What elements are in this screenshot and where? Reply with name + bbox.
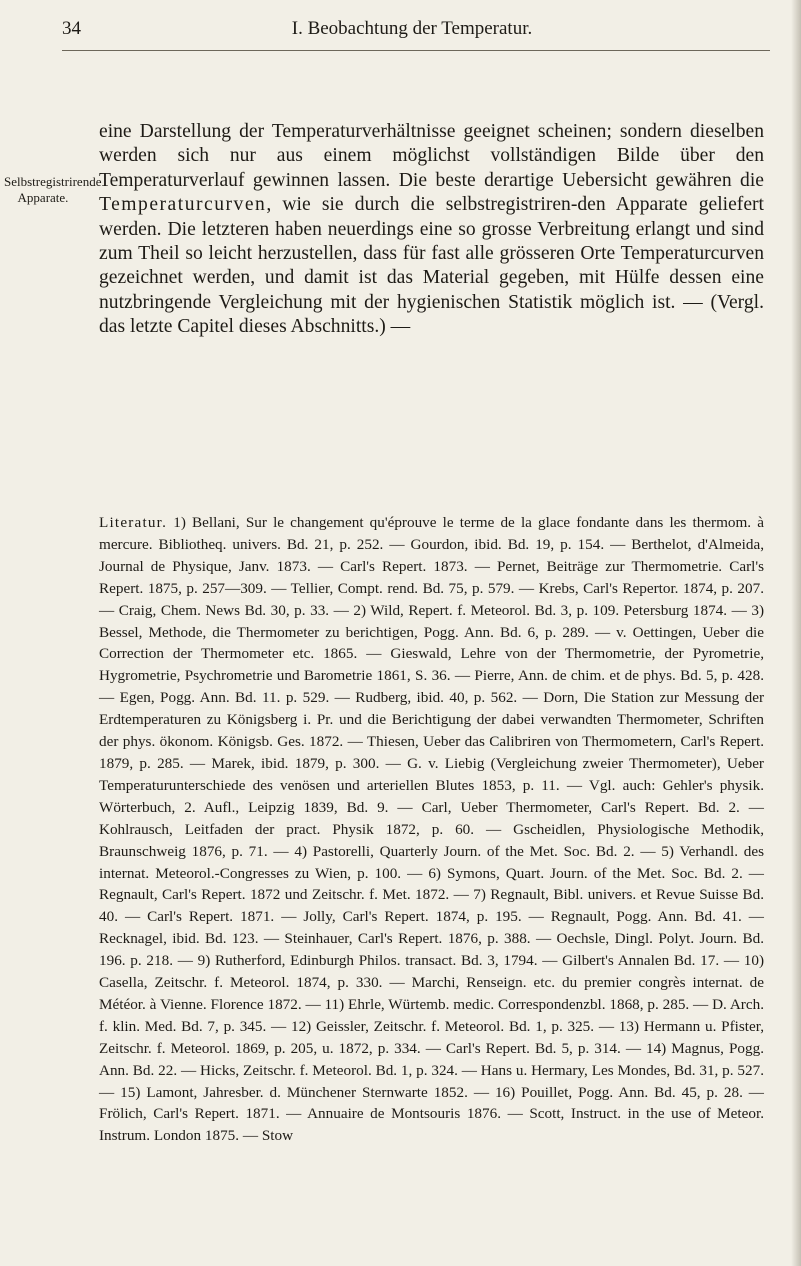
page-number: 34 bbox=[62, 18, 81, 39]
literature-references: 1) Bellani, Sur le changement qu'éprouve le terme de la glace fondante dans les thermom. à mercure. Bibliotheq. univers. Bd. 21, p. 252. — Gourdon, ibid. Bd. 19, p. 154. — Berthelot, d'Almeida, Journal de Physique, Janv. 1873. — Carl's Repert. 1873. — Pernet, Beiträge zur Thermometrie. Carl's Repert. 1875, p. 257—309. — Tellier, Compt. rend. Bd. 75, p. 579. — Krebs, Carl's Repertor. 1874, p. 207. — Craig, Chem. News Bd. 30, p. 33. — 2) Wild, Repert. f. Meteorol. Bd. 3, p. 109. Petersburg 1874. — 3) Bessel, Methode, die Thermometer zu berichtigen, Pogg. Ann. Bd. 6, p. 289. — v. Oettingen, Ueber die Correction der Thermometer etc. 1865. — Gieswald, Lehre von der Thermometrie, der Pyrometrie, Hygrometrie, Psychrometrie und Barometrie 1861, S. 36. — Pierre, Ann. de chim. et de phys. Bd. 5, p. 428. — Egen, Pogg. Ann. Bd. 11. p. 529. — Rudberg, ibid. 40, p. 562. — Dorn, Die Station zur Messung der Erdtemperaturen zu Königsberg i. Pr. und die Berichtigung der dabei verwandten Thermometer, Schriften der phys. ökonom. Königsb. Ges. 1872. — Thiesen, Ueber das Calibriren von Thermometern, Carl's Repert. 1879, p. 285. — Marek, ibid. 1879, p. 300. — G. v. Liebig (Vergleichung zweier Thermometer), Ueber Temperaturunterschiede des venösen und arteriellen Blutes 1853, p. 11. — Vgl. auch: Gehler's physik. Wörterbuch, 2. Aufl., Leipzig 1839, Bd. 9. — Carl, Ueber Thermometer, Carl's Repert. Bd. 2. — Kohlrausch, Leitfaden der pract. Physik 1872, p. 60. — Gscheidlen, Physiologische Methodik, Braunschweig 1876, p. 71. — 4) Pastorelli, Quarterly Journ. of the Met. Soc. Bd. 2. — 5) Verhandl. des internat. Meteorol.-Congresses zu Wien, p. 100. — 6) Symons, Quart. Journ. of the Met. Soc. Bd. 2. — Regnault, Carl's Repert. 1872 und Zeitschr. f. Met. 1872. — 7) Regnault, Bibl. univers. et Revue Suisse Bd. 40. — Carl's Repert. 1871. — Jolly, Carl's Repert. 1874, p. 195. — Regnault, Pogg. Ann. Bd. 41. — Recknagel, ibid. Bd. 123. — Steinhauer, Carl's Repert. 1876, p. 388. — Oechsle, Dingl. Polyt. Journ. Bd. 196. p. 218. — 9) Rutherford, Edinburgh Philos. transact. Bd. 3, 1794. — Gilbert's Annalen Bd. 17. — 10) Casella, Zeitschr. f. Meteorol. 1874, p. 330. — Marchi, Renseign. etc. du premier congrès internat. de Météor. à Vienne. Florence 1872. — 11) Ehrle, Würtemb. medic. Correspondenzbl. 1868, p. 285. — D. Arch. f. klin. Med. Bd. 7, p. 345. — 12) Geissler, Zeitschr. f. Meteorol. Bd. 1, p. 325. — 13) Hermann u. Pfister, Zeitschr. f. Meteorol. 1869, p. 205, u. 1872, p. 334. — Carl's Repert. Bd. 5, p. 314. — 14) Magnus, Pogg. Ann. Bd. 22. — Hicks, Zeitschr. f. Meteorol. Bd. 1, p. 324. — Hans u. Hermary, Les Mondes, Bd. 31, p. 527. — 15) Lamont, Jahresber. d. Münchener Sternwarte 1852. — 16) Pouillet, Pogg. Ann. Bd. 45, p. 28. — Frölich, Carl's Repert. 1871. — Annuaire de Montsouris 1876. — Scott, Instruct. in the use of Meteor. Instrum. London 1875. — Stow bbox=[99, 514, 764, 1145]
body-paragraph bbox=[99, 120, 764, 340]
emphasized-term: Temperaturcurven bbox=[99, 194, 267, 216]
running-title: I. Beobachtung der Temperatur. bbox=[291, 18, 533, 39]
literature-section bbox=[99, 512, 764, 1147]
body-text-before: eine Darstellung der Temperaturverhältnisse geeignet scheinen; sondern dieselben werden sich nur aus einem möglichst vollständigen Bilde über den Temperaturverlauf gewinnen lassen. Die beste derartige Uebersicht gewähren die bbox=[99, 121, 764, 191]
page-edge-shadow bbox=[791, 0, 801, 1266]
page-header bbox=[62, 14, 762, 44]
margin-note: Selbstregistrirende Apparate. bbox=[4, 174, 102, 205]
body-text-after: , wie sie durch die selbstregistriren-den Apparate geliefert werden. Die letzteren haben neuerdings eine so grosse Verbreitung erlangt und sind zum Theil so leicht herzustellen, dass für fast alle grösseren Orte Temperaturcurven gezeichnet werden, und damit ist das Material gegeben, mit Hülfe dessen eine nutzbringende Vergleichung mit der hygienischen Statistik möglich ist. — (Vergl. das letzte Capitel dieses Abschnitts.) — bbox=[99, 194, 764, 338]
literature-heading: Literatur. bbox=[99, 514, 168, 531]
header-rule bbox=[62, 50, 770, 51]
